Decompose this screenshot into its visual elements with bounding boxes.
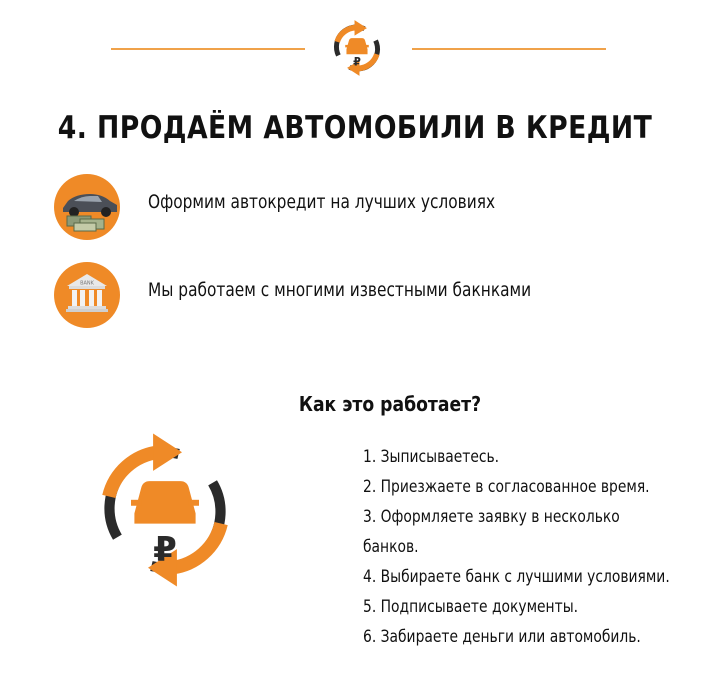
bank-building-icon — [54, 262, 120, 328]
step-item: 2. Приезжаете в согласованное время. — [363, 477, 650, 496]
step-item: 4. Выбираете банк с лучшими условиями. — [363, 567, 670, 586]
car-and-money-icon — [54, 174, 120, 240]
car-ruble-cycle-icon — [326, 17, 388, 79]
step-item: 6. Забираете деньги или автомобиль. — [363, 627, 641, 646]
feature-text-car-loan: Оформим автокредит на лучших условиях — [148, 191, 496, 213]
svg-text:₽: ₽ — [353, 55, 361, 69]
car-ruble-cycle-large-icon — [80, 425, 250, 595]
bank-label: BANK — [80, 280, 94, 287]
step-item: банков. — [363, 537, 419, 556]
page-title: 4. ПРОДАЁМ АВТОМОБИЛИ В КРЕДИТ — [57, 110, 653, 146]
svg-text:₽: ₽ — [153, 530, 177, 570]
steps-list — [363, 442, 710, 652]
step-item: 5. Подписываете документы. — [363, 597, 579, 616]
divider-line-left — [111, 48, 305, 50]
how-it-works-heading: Как это работает? — [298, 392, 482, 416]
step-item: 3. Оформляете заявку в несколько — [363, 507, 620, 526]
step-item: 1. Зыписываетесь. — [363, 447, 500, 466]
divider-line-right — [412, 48, 606, 50]
feature-text-banks: Мы работаем с многими известными бакнками — [148, 279, 532, 301]
